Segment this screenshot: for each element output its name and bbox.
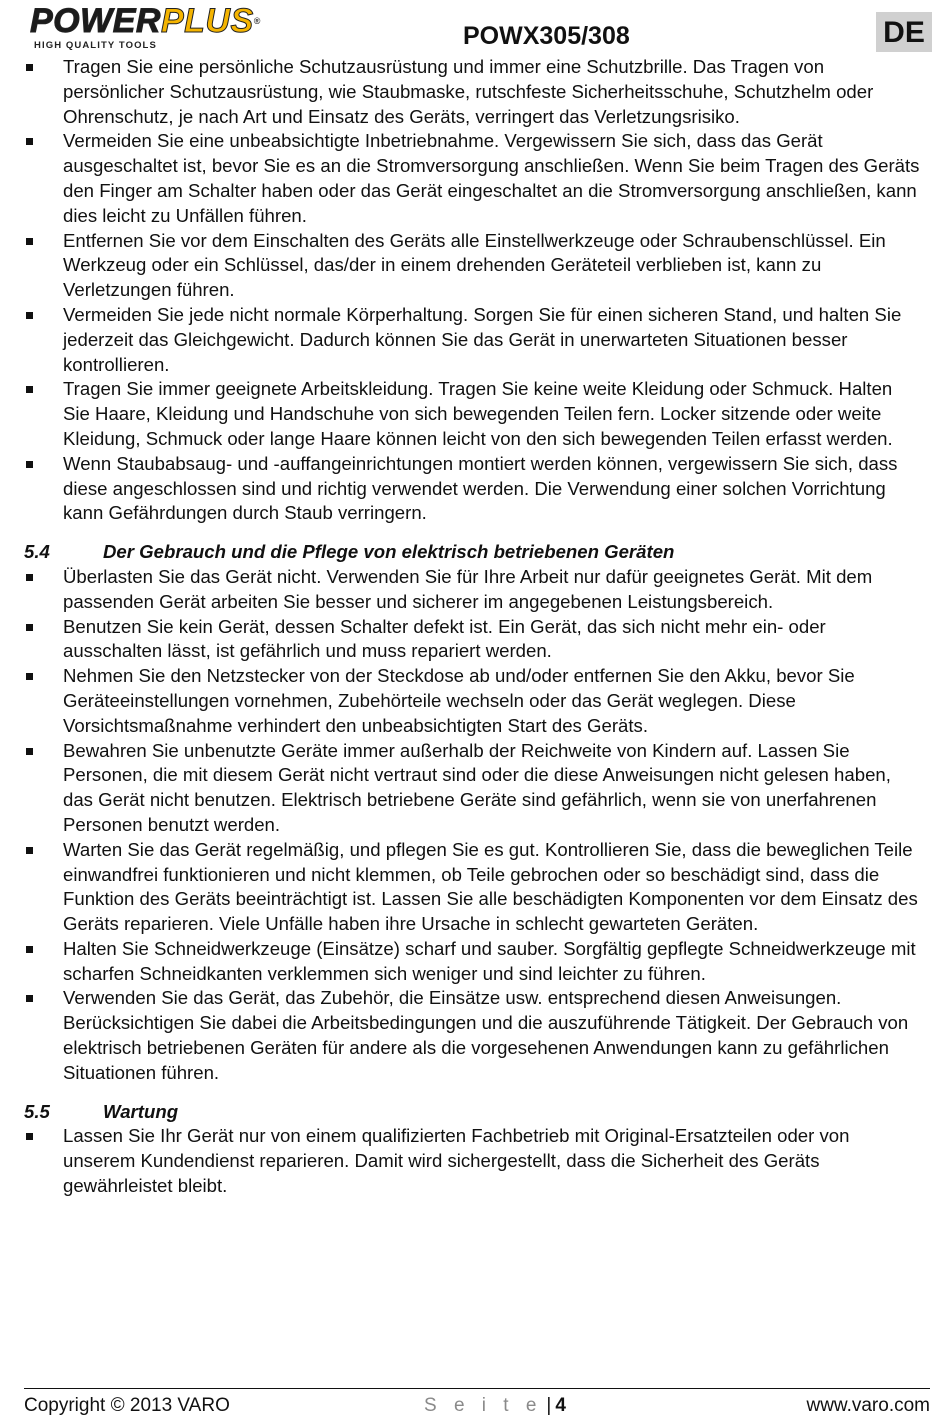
safety-list-tool-use: [24, 565, 924, 1086]
page-header: [0, 0, 950, 56]
bullet-icon: [26, 138, 33, 145]
safety-list-maintenance: [24, 1124, 924, 1198]
bullet-icon: [26, 673, 33, 680]
bullet-icon: [26, 624, 33, 631]
page-number: 4: [555, 1395, 566, 1416]
list-item: Vermeiden Sie jede nicht normale Körperhaltung. Sorgen Sie für einen sicheren Stand, und halten Sie jederzeit das Gleichgewicht. Dadurch können Sie das Gerät in unerwarteten Situationen besser kontrollieren.: [24, 303, 924, 377]
bullet-icon: [26, 748, 33, 755]
list-item: Warten Sie das Gerät regelmäßig, und pflegen Sie es gut. Kontrollieren Sie, dass die beweglichen Teile einwandfrei funktionieren und nicht klemmen, ob Teile gebrochen oder so beschädigt sind, dass die Funktion des Geräts beeinträchtigt ist. Lassen Sie alle beschädigten Komponenten vor dem Einsatz des Geräts reparieren. Viele Unfälle haben ihre Ursache in schlecht gewarteten Geräten.: [24, 838, 924, 937]
bullet-icon: [26, 1133, 33, 1140]
brand-logo: [30, 2, 290, 51]
page-indicator: [424, 1395, 566, 1417]
list-item: Bewahren Sie unbenutzte Geräte immer außerhalb der Reichweite von Kindern auf. Lassen Sie Personen, die mit diesem Gerät nicht vertraut sind oder die diese Anweisungen nicht gelesen haben, das Gerät nicht benutzen. Elektrisch betriebene Geräte sind gefährlich, wenn sie von unerfahrenen Personen benutzt werden.: [24, 739, 924, 838]
section-title: Der Gebrauch und die Pflege von elektrisch betriebenen Geräten: [103, 541, 675, 563]
list-item: Nehmen Sie den Netzstecker von der Steckdose ab und/oder entfernen Sie den Akku, bevor Sie Geräteeinstellungen vornehmen, Zubehörteile wechseln oder das Gerät weglegen. Diese Vorsichtsmaßnahme verhindert den unbeabsichtigten Start des Geräts.: [24, 664, 924, 738]
section-heading-5-4: [24, 540, 924, 565]
bullet-icon: [26, 312, 33, 319]
bullet-icon: [26, 64, 33, 71]
list-item: Wenn Staubabsaug- und -auffangeinrichtungen montiert werden können, vergewissern Sie sich, dass diese angeschlossen sind und richtig verwendet werden. Die Verwendung einer solchen Vorrichtung kann Gefährdungen durch Staub verringern.: [24, 452, 924, 526]
copyright-text: Copyright © 2013 VARO: [24, 1395, 230, 1416]
website-link[interactable]: www.varo.com: [806, 1395, 930, 1416]
list-item: Benutzen Sie kein Gerät, dessen Schalter defekt ist. Ein Gerät, das sich nicht mehr ein- oder ausschalten lässt, ist gefährlich und muss repariert werden.: [24, 615, 924, 665]
section-number: 5.5: [24, 1100, 50, 1122]
language-badge: DE: [876, 12, 932, 52]
document-body: [24, 55, 924, 1199]
list-item: Überlasten Sie das Gerät nicht. Verwenden Sie für Ihre Arbeit nur dafür geeignetes Gerät. Mit dem passenden Gerät arbeiten Sie besser und sicherer im angegebenen Leistungsbereich.: [24, 565, 924, 615]
bullet-icon: [26, 995, 33, 1002]
brand-wordmark: POWERPLUS®: [30, 2, 261, 40]
section-heading-5-5: [24, 1100, 924, 1125]
list-item: Entfernen Sie vor dem Einschalten des Geräts alle Einstellwerkzeuge oder Schraubenschlüssel. Ein Werkzeug oder ein Schlüssel, das/der in einem drehenden Geräteteil verblieben ist, kann zu Verletzungen führen.: [24, 229, 924, 303]
page-separator: |: [546, 1395, 552, 1416]
bullet-icon: [26, 946, 33, 953]
list-item: Verwenden Sie das Gerät, das Zubehör, die Einsätze usw. entsprechend diesen Anweisungen. Berücksichtigen Sie dabei die Arbeitsbedingungen und die auszuführende Tätigkeit. Der Gebrauch von elektrisch betriebenen Geräten für andere als die vorgesehenen Anwendungen kann zu gefährlichen Situationen führen.: [24, 986, 924, 1085]
safety-list-personal: [24, 55, 924, 526]
list-item: Tragen Sie eine persönliche Schutzausrüstung und immer eine Schutzbrille. Das Tragen von persönlicher Schutzausrüstung, wie Staubmaske, rutschfeste Sicherheitsschuhe, Schutzhelm oder Ohrenschutz, je nach Art und Einsatz des Geräts, verringert das Verletzungsrisiko.: [24, 55, 924, 129]
list-item: Tragen Sie immer geeignete Arbeitskleidung. Tragen Sie keine weite Kleidung oder Schmuck. Halten Sie Haare, Kleidung und Handschuhe von sich bewegenden Teilen fern. Locker sitzende oder weite Kleidung, Schmuck oder lange Haare können leicht von den sich bewegenden Teilen erfasst werden.: [24, 377, 924, 451]
bullet-icon: [26, 386, 33, 393]
brand-tagline: HIGH QUALITY TOOLS: [34, 40, 157, 51]
list-item: Halten Sie Schneidwerkzeuge (Einsätze) scharf und sauber. Sorgfältig gepflegte Schneidwerkzeuge mit scharfen Schneidkanten verklemmen sich weniger und sind leichter zu führen.: [24, 937, 924, 987]
bullet-icon: [26, 574, 33, 581]
page-word: S e i t e: [424, 1395, 543, 1416]
list-item: Lassen Sie Ihr Gerät nur von einem qualifizierten Fachbetrieb mit Original-Ersatzteilen oder von unserem Kundendienst reparieren. Damit wird sichergestellt, dass die Sicherheit des Geräts gewährleistet bleibt.: [24, 1124, 924, 1198]
bullet-icon: [26, 238, 33, 245]
section-number: 5.4: [24, 541, 50, 563]
bullet-icon: [26, 461, 33, 468]
bullet-icon: [26, 847, 33, 854]
page-footer: [24, 1388, 930, 1416]
section-title: Wartung: [103, 1100, 179, 1122]
model-number: POWX305/308: [463, 22, 630, 50]
list-item: Vermeiden Sie eine unbeabsichtigte Inbetriebnahme. Vergewissern Sie sich, dass das Gerät ausgeschaltet ist, bevor Sie es an die Stromversorgung anschließen. Wenn Sie beim Tragen des Geräts den Finger am Schalter haben oder das Gerät eingeschaltet an die Stromversorgung anschließen, kann dies leicht zu Unfällen führen.: [24, 129, 924, 228]
